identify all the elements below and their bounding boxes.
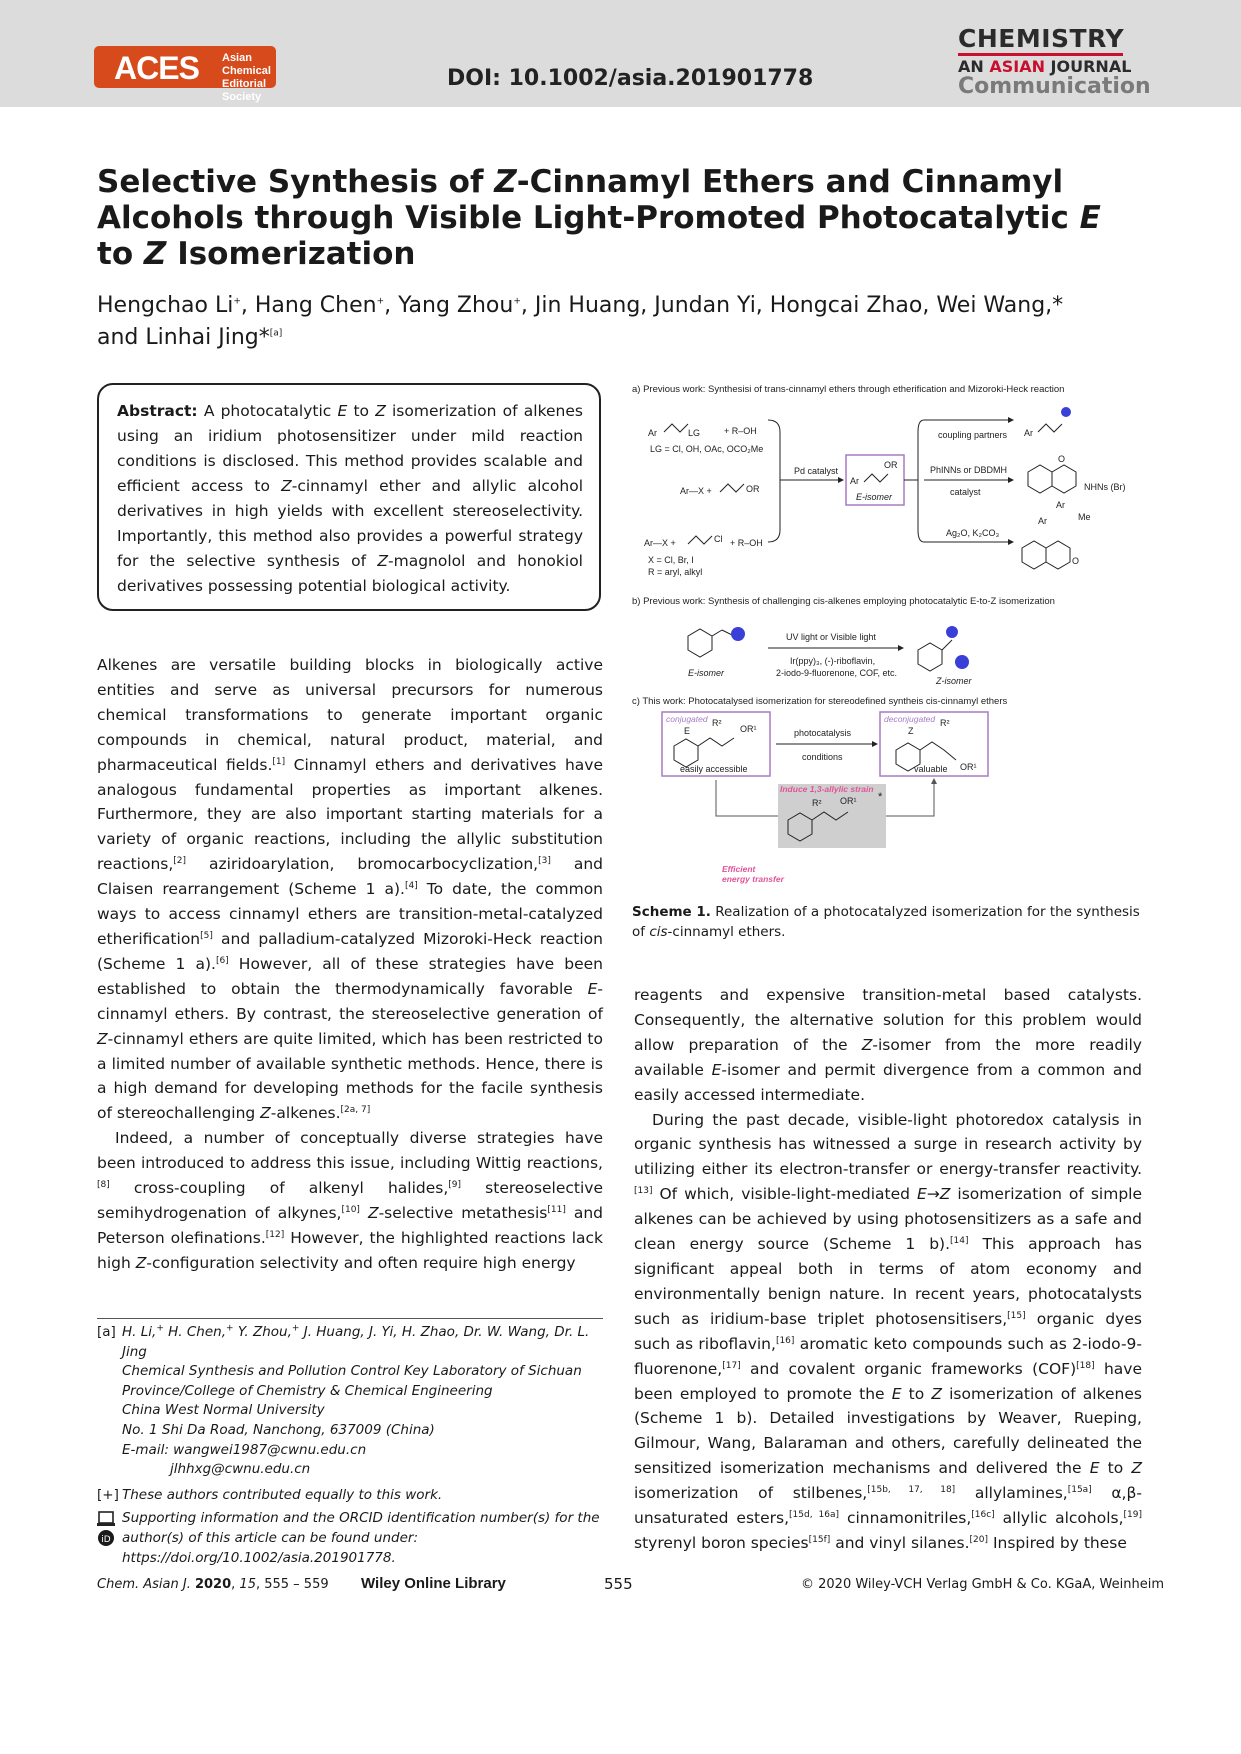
footer-citation: Chem. Asian J. 2020, 15, 555 – 559 xyxy=(97,1577,329,1592)
abstract-box: Abstract: A photocatalytic E to Z isomerization of alkenes using an iridium photosensitizer under mild reaction conditions is disclosed. This method provides scalable and efficient access to Z-cinnamyl ether and allylic alcohol derivatives in high yields with excellent stereoselectivity. Importantly, this method also provides a powerful strategy for the selective synthesis of Z-magnolol and honokiol derivatives possessing potential biological activity. xyxy=(97,383,601,611)
aces-logo-text: ACES xyxy=(114,50,199,86)
affiliation-footnote: [a] H. Li,+ H. Chen,+ Y. Zhou,+ J. Huang, J. Yi, H. Zhao, Dr. W. Wang, Dr. L. Jing Chemical Synthesis and Pollution Control Key Laboratory of Sichuan Province/College of Chemistry & Chemical Engineering China West Normal University No. 1 Shi Da Road, Nanchong, 637009 (China) E-mail: wangwei1987@cwnu.edu.cn jlhhxg@cwnu.edu.cn xyxy=(97,1323,590,1478)
svg-text:LG = Cl, OH, OAc, OCO₂Me: LG = Cl, OH, OAc, OCO₂Me xyxy=(650,444,764,454)
wiley-online-library-link[interactable]: Wiley Online Library xyxy=(361,1575,506,1592)
svg-text:Pd catalyst: Pd catalyst xyxy=(794,466,839,476)
paragraph: During the past decade, visible-light photoredox catalysis in organic synthesis has witnessed a surge in research activity by utilizing either its electron-transfer or energy-transfer reactivity.[13] Of which, visible-light-mediated E→Z isomerization of simple alkenes can be achieved by using photosensitizers as a safe and clean energy source (Scheme 1 b).[14] This approach has significant appeal both in terms of atom economy and environmentally benign nature. In recent years, photocatalysts such as iridium-base triplet photosensitisers,[15] organic dyes such as riboflavin,[16] aromatic keto compounds such as 2-iodo-9-fluorenone,[17] and covalent organic frameworks (COF)[18] have been employed to promote the E to Z isomerization of alkenes (Scheme 1 b). Detailed investigations by Weaver, Rueping, Gilmour, Wang, Balaraman and others, carefully delineated the sensitized isomerization mechanisms and delivered the E to Z isomerization of stilbenes,[15b, 17, 18] allylamines,[15a] α,β-unsaturated esters,[15d, 16a] cinnamonitriles,[16c] allylic alcohols,[19] styrenyl boron species[15f] and vinyl silanes.[20] Inspired by these xyxy=(634,1110,1143,1552)
scheme-1-figure xyxy=(628,380,1144,890)
svg-text:Induce 1,3-allylic strain: Induce 1,3-allylic strain xyxy=(780,784,874,794)
svg-text:Ar: Ar xyxy=(850,476,859,486)
right-column-text xyxy=(634,983,1142,1556)
substituent-ball xyxy=(955,655,969,669)
svg-text:O: O xyxy=(1072,556,1080,566)
substituent-ball xyxy=(946,626,958,638)
svg-text:deconjugated: deconjugated xyxy=(884,714,936,724)
article-type: Communication xyxy=(958,74,1151,99)
aces-logo xyxy=(94,46,276,103)
svg-text:2-iodo-9-fluorenone, COF, etc.: 2-iodo-9-fluorenone, COF, etc. xyxy=(776,668,898,678)
footnote-rule xyxy=(97,1318,603,1319)
svg-text:Cl: Cl xyxy=(714,534,723,544)
svg-text:OR¹: OR¹ xyxy=(740,724,757,734)
svg-text:R = aryl, alkyl: R = aryl, alkyl xyxy=(648,567,703,577)
svg-text:Me: Me xyxy=(1078,512,1091,522)
substituent-ball xyxy=(731,627,745,641)
svg-text:E-isomer: E-isomer xyxy=(856,492,893,502)
svg-text:OR¹: OR¹ xyxy=(840,796,857,806)
page-number: 555 xyxy=(604,1575,633,1593)
svg-text:conditions: conditions xyxy=(802,752,843,762)
svg-text:X = Cl, Br, I: X = Cl, Br, I xyxy=(648,555,694,565)
svg-text:*: * xyxy=(878,791,883,803)
doi: DOI: 10.1002/asia.201901778 xyxy=(447,66,814,91)
paragraph: Alkenes are versatile building blocks in biologically active entities and serve as universal precursors for numerous chemical transformations to generate important organic compounds in chemical, natural product, material, and pharmaceutical fields.[1] Cinnamyl ethers and derivatives have analogous fundamental properties as important alkenes. Furthermore, they are also important starting materials for a variety of organic reactions, including the allylic substitution reactions,[2] aziridoarylation, bromocarbocyclization,[3] and Claisen rearrangement (Scheme 1 a).[4] To date, the common ways to access cinnamyl ethers are transition-metal-catalyzed etherification[5] and palladium-catalyzed Mizoroki-Heck reaction (Scheme 1 a).[6] However, all of these strategies have been established to obtain the thermodynamically favorable E-cinnamyl ethers. By contrast, the stereoselective generation of Z-cinnamyl ethers are quite limited, which has been restricted to a limited number of available synthetic methods. Hence, there is a high demand for developing methods for the facile synthesis of stereochallenging Z-alkenes.[2a, 7] xyxy=(97,656,604,1123)
svg-text:E-isomer: E-isomer xyxy=(688,668,725,678)
svg-text:easily accessible: easily accessible xyxy=(680,764,748,774)
svg-text:Ar: Ar xyxy=(1056,500,1065,510)
svg-text:Ar: Ar xyxy=(1024,428,1033,438)
svg-text:iD: iD xyxy=(101,1535,111,1546)
svg-text:valuable: valuable xyxy=(914,764,948,774)
svg-text:OR¹: OR¹ xyxy=(960,762,977,772)
svg-text:+ R–OH: + R–OH xyxy=(730,538,763,548)
svg-text:Ar—X +: Ar—X + xyxy=(644,538,676,548)
svg-text:R²: R² xyxy=(712,718,722,728)
svg-text:UV light or Visible light: UV light or Visible light xyxy=(786,632,876,642)
svg-text:Ag₂O, K₂CO₃: Ag₂O, K₂CO₃ xyxy=(946,528,1000,538)
svg-text:Ir(ppy)₃, (-)-riboflavin,: Ir(ppy)₃, (-)-riboflavin, xyxy=(790,656,876,666)
abstract-label: Abstract: xyxy=(117,402,198,420)
supporting-info-footnote: iD Supporting information and the ORCID identification number(s) for the author(s) of this article can be found under: https://doi.org/10.1002/asia.201901778. xyxy=(97,1509,603,1568)
substituent-ball xyxy=(1061,407,1071,417)
journal-name-rule xyxy=(958,53,1123,56)
svg-text:photocatalysis: photocatalysis xyxy=(794,728,852,738)
scheme-c-heading: c) This work: Photocatalysed isomerization for stereodefined syntheis cis-cinnamyl ethers xyxy=(632,696,1008,707)
copyright: © 2020 Wiley-VCH Verlag GmbH & Co. KGaA, Weinheim xyxy=(801,1577,1165,1592)
scheme-b-heading: b) Previous work: Synthesis of challenging cis-alkenes employing photocatalytic E-to-Z isomerization xyxy=(632,596,1055,607)
paragraph: Indeed, a number of conceptually diverse strategies have been introduced to address this issue, including Wittig reactions,[8] cross-coupling of alkenyl halides,[9] stereoselective semihydrogenation of alkynes,[10] Z-selective metathesis[11] and Peterson olefinations.[12] However, the highlighted reactions lack high Z-configuration selectivity and often require high energy xyxy=(97,1129,604,1272)
scheme-a-heading: a) Previous work: Synthesisi of trans-cinnamyl ethers through etherification and Mizoroki-Heck reaction xyxy=(632,384,1065,395)
svg-text:Ar: Ar xyxy=(1038,516,1047,526)
svg-text:conjugated: conjugated xyxy=(666,714,708,724)
svg-text:OR: OR xyxy=(746,484,760,494)
scheme-caption: Scheme 1. Realization of a photocatalyzed isomerization for the synthesis of cis-cinnamyl ethers. xyxy=(632,904,1140,940)
svg-text:coupling partners: coupling partners xyxy=(938,430,1008,440)
paragraph: reagents and expensive transition-metal based catalysts. Consequently, the alternative solution for this problem would allow preparation of the Z-isomer from the more readily available E-isomer and permit divergence from a common and easily accessed intermediate. xyxy=(634,986,1143,1104)
supporting-info-link[interactable]: https://doi.org/10.1002/asia.201901778. xyxy=(122,1549,396,1566)
svg-text:LG: LG xyxy=(688,428,701,438)
svg-text:Z-isomer: Z-isomer xyxy=(936,676,972,686)
left-column-text xyxy=(97,653,603,1276)
svg-text:Ar: Ar xyxy=(648,428,657,438)
journal-subname: AN ASIAN JOURNAL xyxy=(958,57,1132,76)
footnotes xyxy=(97,1323,603,1568)
svg-text:R²: R² xyxy=(940,718,950,728)
svg-text:OR: OR xyxy=(884,460,898,470)
equal-contribution-footnote: [+] These authors contributed equally to this work. xyxy=(97,1486,443,1503)
svg-text:catalyst: catalyst xyxy=(950,487,981,497)
svg-text:energy transfer: energy transfer xyxy=(722,874,784,884)
supporting-info-icon xyxy=(97,1511,115,1558)
svg-text:PhINNs or DBDMH: PhINNs or DBDMH xyxy=(930,465,1008,475)
email-2: jlhhxg@cwnu.edu.cn xyxy=(170,1461,311,1478)
svg-text:Z: Z xyxy=(908,726,914,736)
svg-text:Efficient: Efficient xyxy=(722,864,756,874)
svg-text:Ar—X +: Ar—X + xyxy=(680,486,712,496)
svg-text:E: E xyxy=(684,726,691,736)
journal-name: CHEMISTRY xyxy=(958,24,1125,53)
svg-text:R²: R² xyxy=(812,798,822,808)
svg-text:+ R–OH: + R–OH xyxy=(724,426,757,436)
svg-text:NHNs (Br): NHNs (Br) xyxy=(1084,482,1126,492)
article-title: Selective Synthesis of Z-Cinnamyl Ethers and Cinnamyl Alcohols through Visible Light-Promoted Photocatalytic E to Z Isomerization xyxy=(97,164,1101,272)
author-list: Hengchao Li+, Hang Chen+, Yang Zhou+, Jin Huang, Jundan Yi, Hongcai Zhao, Wei Wang,* and Linhai Jing*[a] xyxy=(97,293,1064,350)
svg-text:O: O xyxy=(1058,454,1066,464)
aces-logo-subtitle: Asian Chemical Editorial Society xyxy=(222,52,271,103)
